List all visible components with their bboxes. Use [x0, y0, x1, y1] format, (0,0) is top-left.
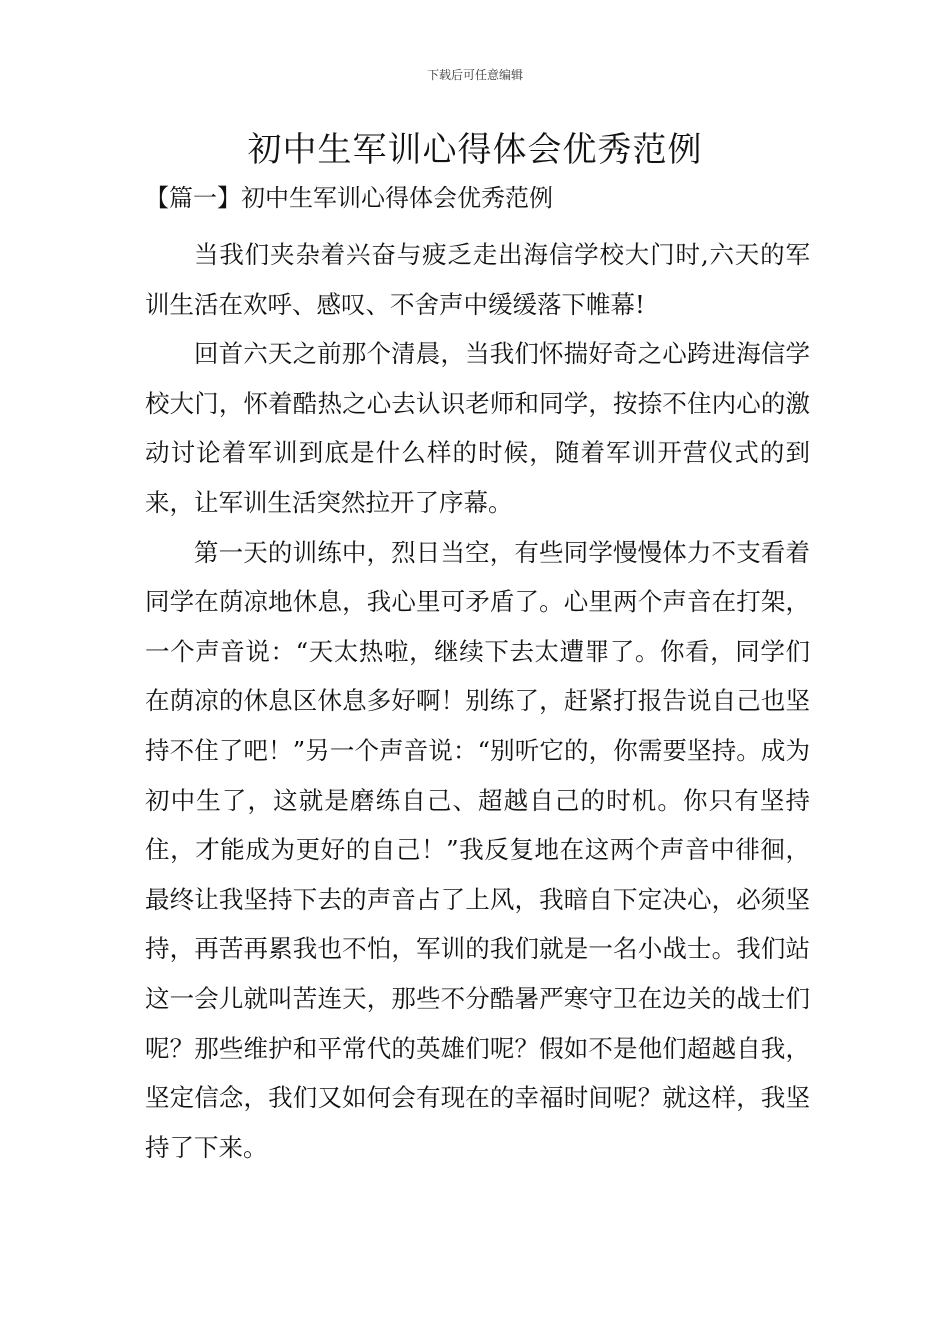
paragraph-1: 当我们夹杂着兴奋与疲乏走出海信学校大门时,六天的军训生活在欢呼、感叹、不舍声中缓缓落下帷幕!: [145, 240, 810, 319]
document-body: [145, 230, 810, 1172]
section-heading: 【篇一】初中生军训心得体会优秀范例: [145, 184, 553, 212]
header-note: 下载后可任意编辑: [426, 68, 523, 82]
paragraph-2: 回首六天之前那个清晨，当我们怀揣好奇之心跨进海信学校大门，怀着酷热之心去认识老师和同学，按捺不住内心的激动讨论着军训到底是什么样的时候，随着军训开营仪式的到来，让军训生活突然拉开了序幕。: [145, 339, 810, 517]
paragraph-3: 第一天的训练中，烈日当空，有些同学慢慢体力不支看着同学在荫凉地休息，我心里可矛盾了。心里两个声音在打架，一个声音说：“天太热啦，继续下去太遭罪了。你看，同学们在荫凉的休息区休息多好啊！别练了，赶紧打报告说自己也坚持不住了吧！”另一个声音说：“别听它的，你需要坚持。成为初中生了，这就是磨练自己、超越自己的时机。你只有坚持住，才能成为更好的自己！”我反复地在这两个声音中徘徊，最终让我坚持下去的声音占了上风，我暗自下定决心，必须坚持，再苦再累我也不怕，军训的我们就是一名小战士。我们站这一会儿就叫苦连天，那些不分酷暑严寒守卫在边关的战士们呢？那些维护和平常代的英雄们呢？假如不是他们超越自我，坚定信念，我们又如何会有现在的幸福时间呢？就这样，我坚持了下来。: [145, 537, 810, 1162]
document-title: 初中生军训心得体会优秀范例: [247, 130, 703, 170]
